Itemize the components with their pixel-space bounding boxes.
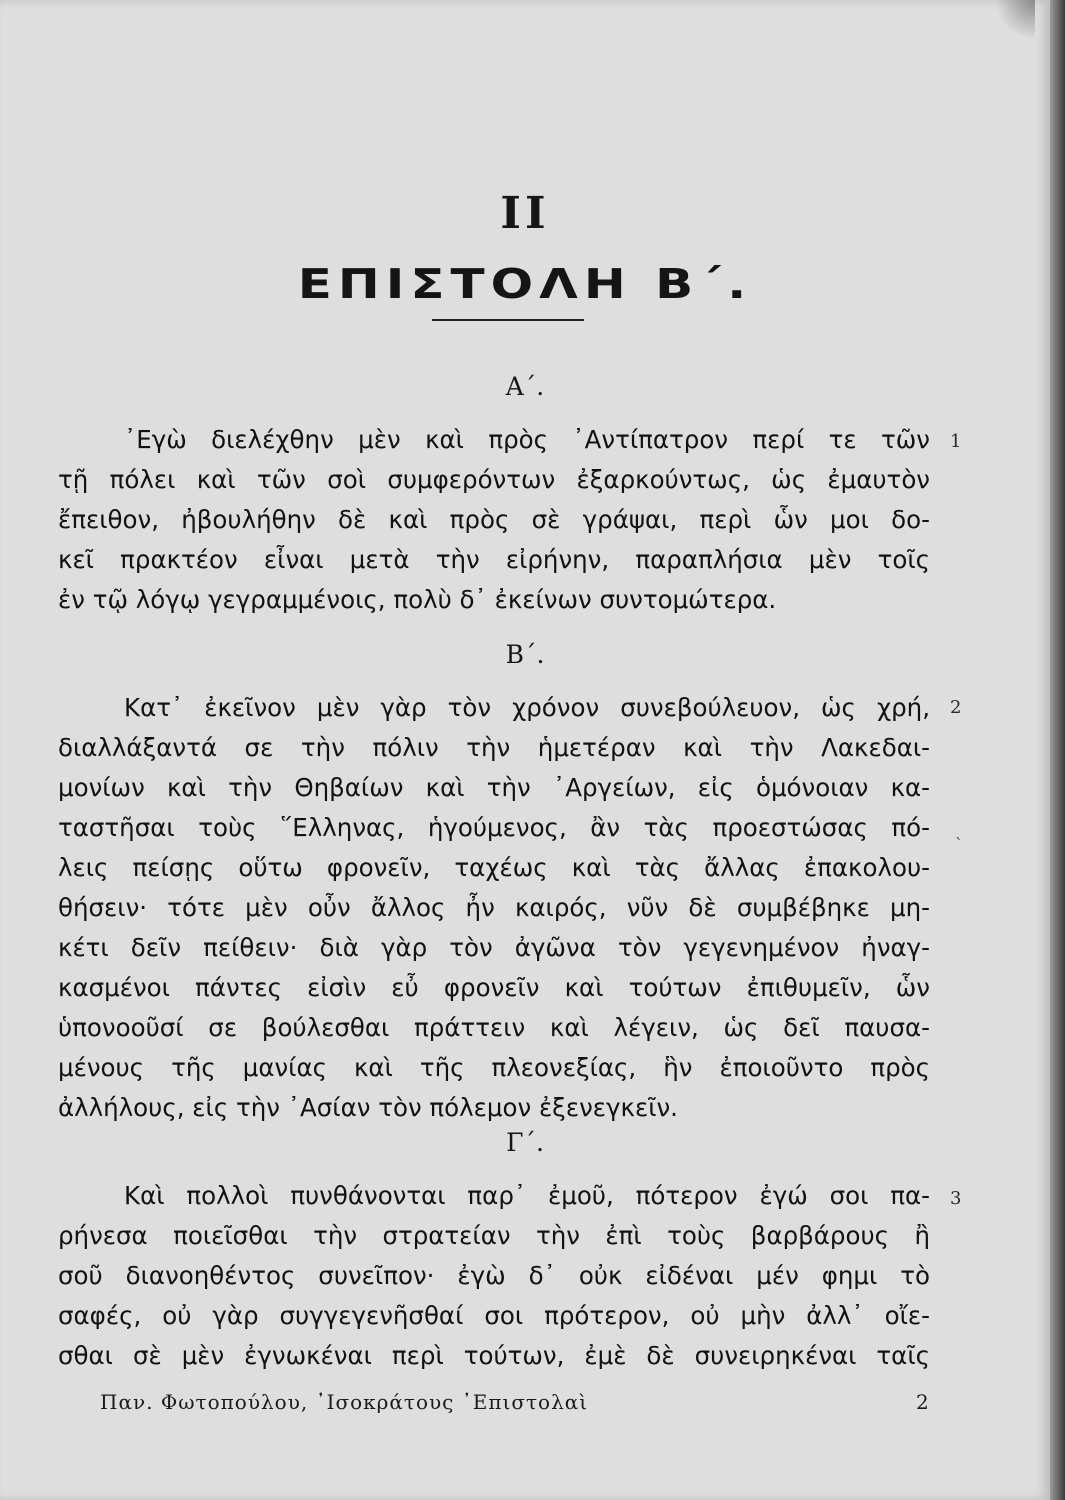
stray-mark: ` bbox=[955, 835, 963, 854]
text-line: ᾿Εγὼ διελέχθην μὲν καὶ πρὸς ᾿Αντίπατρον περί τε τῶν bbox=[124, 425, 930, 454]
paragraph-b bbox=[58, 688, 930, 1128]
text-line: ταστῆσαι τοὺς ῞Ελληνας, ἡγούμενος, ἂν τὰς προεστώσας πό- bbox=[58, 813, 930, 842]
margin-number-2: 2 bbox=[950, 697, 962, 718]
page-corner-shadow bbox=[995, 0, 1035, 40]
text-line: κέτι δεῖν πείθειν· διὰ γὰρ τὸν ἀγῶνα τὸν γεγενημένον ἠναγ- bbox=[58, 933, 930, 962]
text-line: ρήνεσα ποιεῖσθαι τὴν στρατείαν τὴν ἐπὶ τοὺς βαρβάρους ἢ bbox=[58, 1221, 930, 1250]
title-rule bbox=[432, 319, 584, 321]
text-line: ἔπειθον, ἠβουλήθην δὲ καὶ πρὸς σὲ γράψαι, περὶ ὧν μοι δο- bbox=[58, 505, 930, 534]
text-line: ἐν τῷ λόγῳ γεγραμμένοις, πολὺ δ᾿ ἐκείνων συντομώτερα. bbox=[58, 585, 777, 614]
chapter-number: II bbox=[500, 188, 550, 239]
text-line: κεῖ πρακτέον εἶναι μετὰ τὴν εἰρήνην, παραπλήσια μὲν τοῖς bbox=[58, 545, 930, 574]
paragraph-c bbox=[58, 1176, 930, 1376]
footer-signature: Παν. Φωτοπούλου, ᾿Ισοκράτους ᾿Επιστολαὶ bbox=[100, 1390, 589, 1414]
text-line: τῇ πόλει καὶ τῶν σοὶ συμφερόντων ἐξαρκούντως, ὡς ἐμαυτὸν bbox=[58, 465, 930, 494]
page-number: 2 bbox=[916, 1390, 929, 1414]
text-line: λεις πείσῃς οὕτω φρονεῖν, ταχέως καὶ τὰς ἄλλας ἐπακολου- bbox=[58, 853, 930, 882]
section-label-b: Β΄. bbox=[505, 640, 545, 669]
text-line: μονίων καὶ τὴν Θηβαίων καὶ τὴν ᾿Αργείων, εἰς ὁμόνοιαν κα- bbox=[58, 773, 930, 802]
text-line: Κατ᾿ ἐκεῖνον μὲν γὰρ τὸν χρόνον συνεβούλευον, ὡς χρή, bbox=[124, 693, 930, 722]
chapter-title: ΕΠΙΣΤΟΛΗ Β΄. bbox=[297, 260, 753, 308]
margin-number-3: 3 bbox=[950, 1188, 962, 1209]
section-label-c: Γ΄. bbox=[506, 1128, 544, 1157]
section-label-a: Α΄. bbox=[505, 372, 545, 401]
page-edge bbox=[1050, 0, 1065, 1500]
margin-number-1: 1 bbox=[950, 431, 962, 452]
text-line: σθαι σὲ μὲν ἐγνωκέναι περὶ τούτων, ἐμὲ δὲ συνειρηκέναι ταῖς bbox=[58, 1341, 930, 1370]
text-line: σαφές, οὐ γὰρ συγγεγενῆσθαί σοι πρότερον, οὐ μὴν ἀλλ᾿ οἴε- bbox=[58, 1301, 930, 1330]
text-line: κασμένοι πάντες εἰσὶν εὖ φρονεῖν καὶ τούτων ἐπιθυμεῖν, ὧν bbox=[58, 973, 930, 1002]
text-line: σοῦ διανοηθέντος συνεῖπον· ἐγὼ δ᾿ οὐκ εἰδέναι μέν φημι τὸ bbox=[58, 1261, 930, 1290]
text-line: ὑπονοοῦσί σε βούλεσθαι πράττειν καὶ λέγειν, ὡς δεῖ παυσα- bbox=[58, 1013, 930, 1042]
text-line: θήσειν· τότε μὲν οὖν ἄλλος ἦν καιρός, νῦν δὲ συμβέβηκε μη- bbox=[58, 893, 930, 922]
text-line: Καὶ πολλοὶ πυνθάνονται παρ᾿ ἐμοῦ, πότερον ἐγώ σοι πα- bbox=[124, 1181, 930, 1210]
text-line: μένους τῆς μανίας καὶ τῆς πλεονεξίας, ἣν ἐποιοῦντο πρὸς bbox=[58, 1053, 930, 1082]
text-line: ἀλλήλους, εἰς τὴν ᾿Ασίαν τὸν πόλεμον ἐξενεγκεῖν. bbox=[58, 1093, 678, 1122]
text-line: διαλλάξαντά σε τὴν πόλιν τὴν ἡμετέραν καὶ τὴν Λακεδαι- bbox=[58, 733, 930, 762]
paragraph-a bbox=[58, 420, 930, 620]
